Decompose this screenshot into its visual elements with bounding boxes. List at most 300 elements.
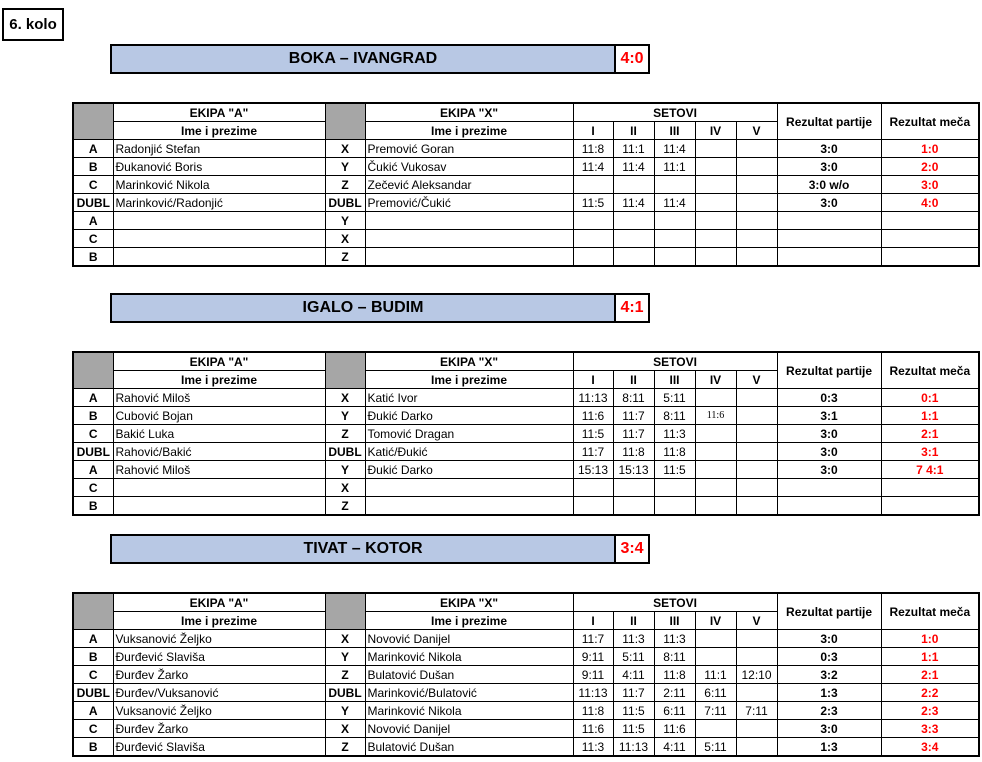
set-score — [613, 230, 654, 248]
player-a-code: A — [73, 389, 113, 407]
player-a-code: C — [73, 425, 113, 443]
header-set: III — [654, 122, 695, 140]
match-result: 2:3 — [881, 702, 979, 720]
match-result: 0:1 — [881, 389, 979, 407]
set-score — [573, 230, 613, 248]
match-score: 4:0 — [620, 50, 644, 67]
set-score: 11:8 — [613, 443, 654, 461]
match-banner — [110, 44, 650, 74]
set-score: 12:10 — [736, 666, 777, 684]
player-a-code: A — [73, 212, 113, 230]
header-rezultat-partije: Rezultat partije — [777, 103, 881, 140]
player-x-name: Zečević Aleksandar — [365, 176, 573, 194]
game-result — [777, 248, 881, 267]
header-set: I — [573, 371, 613, 389]
match-result — [881, 248, 979, 267]
player-x-code: X — [325, 140, 365, 158]
player-a-code: B — [73, 407, 113, 425]
player-x-name: Đukić Darko — [365, 461, 573, 479]
match-banner — [110, 534, 650, 564]
header-set: IV — [695, 122, 736, 140]
table-row — [73, 497, 979, 516]
set-score — [695, 461, 736, 479]
player-x-name: Marinković Nikola — [365, 648, 573, 666]
header-ime-a: Ime i prezime — [113, 122, 325, 140]
player-a-name: Radonjić Stefan — [113, 140, 325, 158]
match-score: 4:1 — [620, 299, 644, 316]
player-a-name: Cubović Bojan — [113, 407, 325, 425]
header-ime-a: Ime i prezime — [113, 371, 325, 389]
player-a-code: DUBL — [73, 684, 113, 702]
set-score — [695, 479, 736, 497]
player-x-name — [365, 230, 573, 248]
set-score: 11:6 — [654, 720, 695, 738]
player-a-code: C — [73, 230, 113, 248]
set-score: 9:11 — [573, 666, 613, 684]
header-rezultat-partije: Rezultat partije — [777, 593, 881, 630]
game-result: 1:3 — [777, 684, 881, 702]
player-x-name: Bulatović Dušan — [365, 738, 573, 757]
match-table — [72, 351, 980, 516]
set-score: 11:8 — [573, 702, 613, 720]
set-score — [736, 425, 777, 443]
set-score — [654, 230, 695, 248]
header-ime-x: Ime i prezime — [365, 122, 573, 140]
player-x-code: Y — [325, 461, 365, 479]
set-score: 5:11 — [695, 738, 736, 757]
set-score: 7:11 — [736, 702, 777, 720]
set-score — [736, 248, 777, 267]
set-score: 11:4 — [654, 140, 695, 158]
player-x-code: Y — [325, 407, 365, 425]
header-setovi: SETOVI — [573, 352, 777, 371]
player-x-code: Y — [325, 212, 365, 230]
player-a-name: Marinković/Radonjić — [113, 194, 325, 212]
match-result: 4:0 — [881, 194, 979, 212]
table-row — [73, 425, 979, 443]
player-x-name: Čukić Vukosav — [365, 158, 573, 176]
player-x-code: Z — [325, 425, 365, 443]
player-x-name: Marinković/Bulatović — [365, 684, 573, 702]
game-result: 0:3 — [777, 389, 881, 407]
match-result — [881, 479, 979, 497]
set-score — [573, 212, 613, 230]
player-a-name: Đukanović Boris — [113, 158, 325, 176]
set-score — [736, 158, 777, 176]
player-x-code: X — [325, 479, 365, 497]
set-score — [654, 176, 695, 194]
set-score: 11:8 — [573, 140, 613, 158]
player-a-code: B — [73, 648, 113, 666]
player-a-code: A — [73, 630, 113, 648]
header-set: III — [654, 612, 695, 630]
set-score: 11:6 — [573, 407, 613, 425]
player-x-code: DUBL — [325, 684, 365, 702]
player-x-name: Premović/Čukić — [365, 194, 573, 212]
match-table — [72, 592, 980, 757]
player-x-name: Novović Danijel — [365, 630, 573, 648]
game-result: 3:0 w/o — [777, 176, 881, 194]
game-result — [777, 212, 881, 230]
player-a-name: Đurđev/Vuksanović — [113, 684, 325, 702]
header-set: V — [736, 122, 777, 140]
set-score — [736, 684, 777, 702]
player-a-code: C — [73, 666, 113, 684]
header-ime-x: Ime i prezime — [365, 612, 573, 630]
match-result: 2:1 — [881, 425, 979, 443]
player-x-code: Z — [325, 666, 365, 684]
header-blank-x — [325, 103, 365, 140]
player-x-code: Y — [325, 648, 365, 666]
player-a-name: Đurđević Slaviša — [113, 648, 325, 666]
player-a-name — [113, 248, 325, 267]
round-label: 6. kolo — [2, 8, 64, 41]
match-result: 2:1 — [881, 666, 979, 684]
table-row — [73, 648, 979, 666]
player-a-name: Đurđev Žarko — [113, 720, 325, 738]
player-x-code: DUBL — [325, 194, 365, 212]
player-a-code: A — [73, 461, 113, 479]
match-result: 7 4:1 — [881, 461, 979, 479]
set-score — [695, 720, 736, 738]
player-x-code: X — [325, 230, 365, 248]
set-score: 6:11 — [695, 684, 736, 702]
player-x-name: Novović Danijel — [365, 720, 573, 738]
header-set: III — [654, 371, 695, 389]
header-blank-x — [325, 352, 365, 389]
set-score — [654, 212, 695, 230]
player-a-code: DUBL — [73, 443, 113, 461]
set-score — [695, 194, 736, 212]
player-a-name: Rahović Miloš — [113, 389, 325, 407]
set-score: 15:13 — [613, 461, 654, 479]
match-result: 2:0 — [881, 158, 979, 176]
player-x-code: DUBL — [325, 443, 365, 461]
game-result: 3:0 — [777, 443, 881, 461]
header-set: I — [573, 612, 613, 630]
table-row — [73, 407, 979, 425]
header-rezultat-partije: Rezultat partije — [777, 352, 881, 389]
set-score — [736, 407, 777, 425]
header-blank-x — [325, 593, 365, 630]
match-result: 1:0 — [881, 140, 979, 158]
set-score — [736, 176, 777, 194]
table-row — [73, 140, 979, 158]
player-a-name: Marinković Nikola — [113, 176, 325, 194]
match-result: 3:3 — [881, 720, 979, 738]
header-rezultat-meca: Rezultat meča — [881, 103, 979, 140]
set-score: 2:11 — [654, 684, 695, 702]
match-result: 3:4 — [881, 738, 979, 757]
player-a-name: Vuksanović Željko — [113, 702, 325, 720]
set-score: 4:11 — [613, 666, 654, 684]
match-title: IGALO – BUDIM — [112, 295, 616, 321]
match-result: 1:1 — [881, 407, 979, 425]
set-score: 11:7 — [613, 425, 654, 443]
set-score: 11:5 — [613, 720, 654, 738]
set-score — [736, 461, 777, 479]
player-a-name: Rahović Miloš — [113, 461, 325, 479]
set-score — [736, 497, 777, 516]
set-score: 11:7 — [613, 407, 654, 425]
table-row — [73, 158, 979, 176]
table-row — [73, 389, 979, 407]
player-a-name — [113, 479, 325, 497]
set-score — [736, 230, 777, 248]
header-set: II — [613, 612, 654, 630]
header-set: V — [736, 612, 777, 630]
set-score: 11:1 — [613, 140, 654, 158]
set-score — [613, 497, 654, 516]
match-banner — [110, 293, 650, 323]
header-ime-x: Ime i prezime — [365, 371, 573, 389]
set-score — [736, 443, 777, 461]
player-a-code: B — [73, 497, 113, 516]
set-score — [736, 648, 777, 666]
set-score: 11:5 — [654, 461, 695, 479]
set-score — [736, 140, 777, 158]
game-result: 3:0 — [777, 425, 881, 443]
game-result — [777, 497, 881, 516]
match-result — [881, 212, 979, 230]
set-score: 11:1 — [654, 158, 695, 176]
match-result: 3:0 — [881, 176, 979, 194]
header-ime-a: Ime i prezime — [113, 612, 325, 630]
set-score — [695, 176, 736, 194]
header-blank-a — [73, 593, 113, 630]
player-x-name: Tomović Dragan — [365, 425, 573, 443]
set-score: 11:5 — [573, 194, 613, 212]
set-score: 11:3 — [613, 630, 654, 648]
header-set: II — [613, 371, 654, 389]
header-ekipa-x: EKIPA "X" — [365, 352, 573, 371]
table-row — [73, 443, 979, 461]
header-ekipa-x: EKIPA "X" — [365, 103, 573, 122]
match-title: TIVAT – KOTOR — [112, 536, 616, 562]
player-a-code: C — [73, 176, 113, 194]
table-row — [73, 666, 979, 684]
header-set: IV — [695, 371, 736, 389]
player-x-name: Bulatović Dušan — [365, 666, 573, 684]
set-score — [613, 248, 654, 267]
header-set: II — [613, 122, 654, 140]
header-ekipa-a: EKIPA "A" — [113, 593, 325, 612]
match-title: BOKA – IVANGRAD — [112, 46, 616, 72]
set-score: 11:6 — [573, 720, 613, 738]
header-setovi: SETOVI — [573, 103, 777, 122]
set-score — [736, 194, 777, 212]
set-score: 11:7 — [613, 684, 654, 702]
player-a-name — [113, 212, 325, 230]
set-score: 15:13 — [573, 461, 613, 479]
player-x-code: Z — [325, 176, 365, 194]
set-score: 11:8 — [654, 666, 695, 684]
player-a-name: Vuksanović Željko — [113, 630, 325, 648]
player-a-code: B — [73, 248, 113, 267]
set-score: 11:3 — [654, 630, 695, 648]
set-score — [695, 425, 736, 443]
game-result: 3:2 — [777, 666, 881, 684]
game-result: 2:3 — [777, 702, 881, 720]
set-score — [654, 479, 695, 497]
set-score: 5:11 — [613, 648, 654, 666]
table-row — [73, 212, 979, 230]
table-row — [73, 738, 979, 757]
player-x-code: Z — [325, 738, 365, 757]
match-result — [881, 497, 979, 516]
header-set: IV — [695, 612, 736, 630]
player-x-name — [365, 248, 573, 267]
set-score: 11:13 — [573, 684, 613, 702]
set-score — [695, 158, 736, 176]
set-score — [736, 738, 777, 757]
set-score: 11:6 — [695, 407, 736, 425]
table-row — [73, 461, 979, 479]
match-result — [881, 230, 979, 248]
set-score: 11:7 — [573, 630, 613, 648]
player-a-name — [113, 230, 325, 248]
table-row — [73, 479, 979, 497]
match-result: 2:2 — [881, 684, 979, 702]
game-result: 1:3 — [777, 738, 881, 757]
game-result: 3:0 — [777, 194, 881, 212]
set-score: 6:11 — [654, 702, 695, 720]
game-result: 0:3 — [777, 648, 881, 666]
player-x-code: Z — [325, 497, 365, 516]
set-score: 11:5 — [613, 702, 654, 720]
set-score — [695, 248, 736, 267]
set-score: 11:5 — [573, 425, 613, 443]
set-score: 11:4 — [613, 158, 654, 176]
player-x-code: X — [325, 389, 365, 407]
set-score — [695, 140, 736, 158]
player-x-name: Marinković Nikola — [365, 702, 573, 720]
set-score — [613, 212, 654, 230]
set-score — [573, 248, 613, 267]
player-x-name — [365, 497, 573, 516]
set-score: 9:11 — [573, 648, 613, 666]
set-score: 11:13 — [613, 738, 654, 757]
set-score — [695, 212, 736, 230]
player-x-code: X — [325, 720, 365, 738]
header-blank-a — [73, 352, 113, 389]
set-score — [613, 479, 654, 497]
set-score: 11:4 — [613, 194, 654, 212]
set-score — [736, 212, 777, 230]
player-a-code: B — [73, 738, 113, 757]
player-x-name: Premović Goran — [365, 140, 573, 158]
set-score: 11:3 — [573, 738, 613, 757]
player-x-code: Y — [325, 702, 365, 720]
set-score: 5:11 — [654, 389, 695, 407]
game-result: 3:0 — [777, 158, 881, 176]
player-x-name: Katić/Đukić — [365, 443, 573, 461]
set-score: 11:3 — [654, 425, 695, 443]
header-ekipa-x: EKIPA "X" — [365, 593, 573, 612]
player-a-code: B — [73, 158, 113, 176]
set-score — [573, 479, 613, 497]
set-score: 11:4 — [654, 194, 695, 212]
player-a-name: Bakić Luka — [113, 425, 325, 443]
game-result — [777, 230, 881, 248]
set-score — [695, 630, 736, 648]
header-rezultat-meca: Rezultat meča — [881, 352, 979, 389]
game-result: 3:0 — [777, 140, 881, 158]
player-a-code: C — [73, 720, 113, 738]
match-result: 1:0 — [881, 630, 979, 648]
table-row — [73, 630, 979, 648]
player-a-name: Rahović/Bakić — [113, 443, 325, 461]
match-score: 3:4 — [620, 540, 644, 557]
set-score — [736, 630, 777, 648]
player-x-name — [365, 479, 573, 497]
game-result: 3:1 — [777, 407, 881, 425]
set-score — [654, 497, 695, 516]
header-rezultat-meca: Rezultat meča — [881, 593, 979, 630]
player-x-name — [365, 212, 573, 230]
player-x-code: X — [325, 630, 365, 648]
game-result: 3:0 — [777, 461, 881, 479]
set-score: 8:11 — [654, 648, 695, 666]
set-score — [613, 176, 654, 194]
player-a-code: DUBL — [73, 194, 113, 212]
header-set: V — [736, 371, 777, 389]
set-score: 8:11 — [613, 389, 654, 407]
game-result: 3:0 — [777, 720, 881, 738]
header-setovi: SETOVI — [573, 593, 777, 612]
set-score: 11:8 — [654, 443, 695, 461]
header-set: I — [573, 122, 613, 140]
set-score — [695, 648, 736, 666]
set-score — [736, 389, 777, 407]
set-score — [573, 497, 613, 516]
table-row — [73, 230, 979, 248]
set-score: 11:1 — [695, 666, 736, 684]
player-a-name — [113, 497, 325, 516]
player-x-name: Đukić Darko — [365, 407, 573, 425]
set-score: 11:13 — [573, 389, 613, 407]
set-score — [695, 443, 736, 461]
set-score — [695, 230, 736, 248]
set-score: 11:7 — [573, 443, 613, 461]
header-blank-a — [73, 103, 113, 140]
player-a-code: C — [73, 479, 113, 497]
table-row — [73, 176, 979, 194]
player-x-code: Y — [325, 158, 365, 176]
set-score — [736, 479, 777, 497]
set-score — [736, 720, 777, 738]
header-ekipa-a: EKIPA "A" — [113, 103, 325, 122]
table-row — [73, 720, 979, 738]
player-a-code: A — [73, 702, 113, 720]
game-result: 3:0 — [777, 630, 881, 648]
table-row — [73, 702, 979, 720]
match-table — [72, 102, 980, 267]
player-a-name: Đurđević Slaviša — [113, 738, 325, 757]
table-row — [73, 248, 979, 267]
match-result: 1:1 — [881, 648, 979, 666]
table-row — [73, 194, 979, 212]
header-ekipa-a: EKIPA "A" — [113, 352, 325, 371]
set-score — [695, 389, 736, 407]
player-a-name: Đurđev Žarko — [113, 666, 325, 684]
set-score: 11:4 — [573, 158, 613, 176]
match-result: 3:1 — [881, 443, 979, 461]
set-score: 8:11 — [654, 407, 695, 425]
set-score — [573, 176, 613, 194]
set-score: 4:11 — [654, 738, 695, 757]
set-score — [654, 248, 695, 267]
